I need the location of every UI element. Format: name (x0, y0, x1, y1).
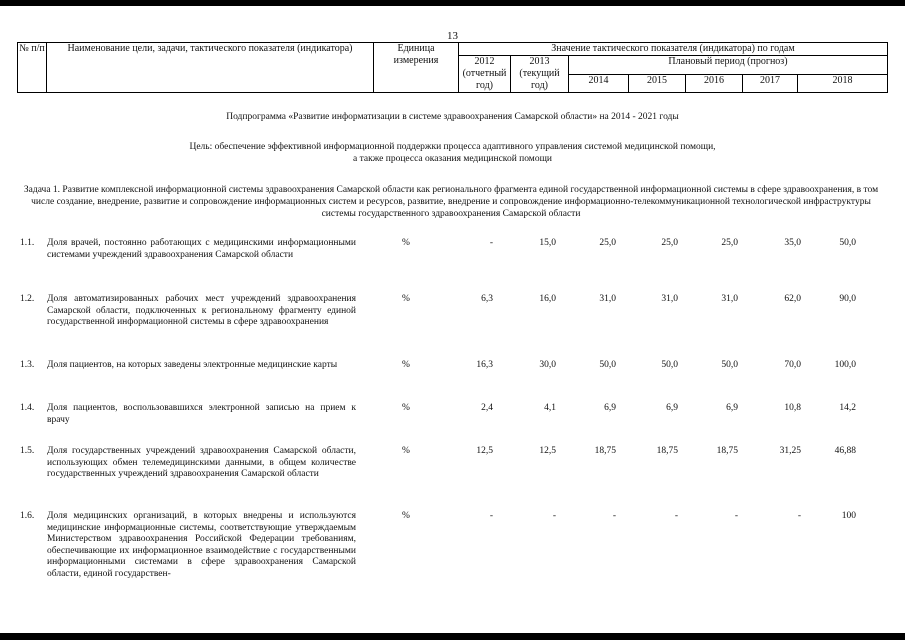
value-2018: 100,0 (834, 360, 856, 370)
row-name: Доля пациентов, на которых заведены электронные медицинские карты (47, 360, 338, 370)
value-2014: - (612, 511, 616, 521)
row-number: 1.4. (20, 403, 35, 413)
value-2018: 46,88 (834, 446, 856, 456)
value-2017: 31,25 (779, 446, 801, 456)
row-name: Доля государственных учреждений здравоохранения Самарской области, использующих обмен телемедицинскими данными, в общем количестве государственных учреждений здравоохранения Самарской области (47, 446, 356, 479)
value-2014: 25,0 (599, 238, 616, 248)
value-2017: 35,0 (784, 238, 801, 248)
value-2018: 90,0 (839, 294, 856, 304)
value-2015: 31,0 (661, 294, 678, 304)
value-2016: 18,75 (716, 446, 738, 456)
row-number: 1.3. (20, 360, 35, 370)
row-unit: % (402, 511, 410, 521)
row-number: 1.1. (20, 238, 35, 248)
header-unit: Единица измерения (374, 43, 459, 93)
row-unit: % (402, 446, 410, 456)
value-2017: 10,8 (784, 403, 801, 413)
row-unit: % (402, 294, 410, 304)
value-2014: 18,75 (594, 446, 616, 456)
goal-line-2: а также процесса оказания медицинской помощи (353, 154, 552, 164)
header-2012 (459, 56, 511, 93)
value-2016: 25,0 (721, 238, 738, 248)
value-2018: 50,0 (839, 238, 856, 248)
header-2016: 2016 (686, 74, 743, 93)
header-2017: 2017 (743, 74, 798, 93)
header-2013-note: (текущий год) (519, 68, 560, 91)
value-2014: 50,0 (599, 360, 616, 370)
goal-line-1: Цель: обеспечение эффективной информационной поддержки процесса адаптивного управления системой медицинской помощи, (189, 142, 716, 152)
value-2012: 16,3 (476, 360, 493, 370)
header-2014: 2014 (569, 74, 629, 93)
value-2013: 16,0 (539, 294, 556, 304)
value-2015: - (674, 511, 678, 521)
subprogram-title: Подпрограмма «Развитие информатизации в системе здравоохранения Самарской области» на 2014 - 2021 годы (226, 112, 679, 122)
value-2014: 6,9 (604, 403, 616, 413)
header-2018: 2018 (798, 74, 888, 93)
row-name: Доля автоматизированных рабочих мест учреждений здравоохранения Самарской области, подключенных к региональному фрагменту единой государственной информационной системы в сфере здравоохранения (47, 294, 356, 327)
value-2017: - (797, 511, 801, 521)
page-number: 13 (447, 30, 458, 42)
value-2014: 31,0 (599, 294, 616, 304)
row-number: 1.2. (20, 294, 35, 304)
header-2012-year: 2012 (474, 56, 495, 67)
row-name: Доля медицинских организаций, в которых внедрены и используются медицинские информационные системы, соответствующие утверждаемым Министерством здравоохранения Российской Федерации требованиям, обеспечивающие их информационное взаимодействие с государственными информационными системами в сфере здравоохранения Самарской области, единой государствен- (47, 511, 356, 579)
header-values: Значение тактического показателя (индикатора) по годам (459, 43, 888, 56)
value-2013: - (552, 511, 556, 521)
value-2012: - (489, 511, 493, 521)
value-2015: 25,0 (661, 238, 678, 248)
value-2016: 50,0 (721, 360, 738, 370)
header-2012-note: (отчетный год) (462, 68, 507, 91)
value-2016: 6,9 (726, 403, 738, 413)
top-rule (0, 0, 905, 6)
value-2017: 62,0 (784, 294, 801, 304)
header-name: Наименование цели, задачи, тактического показателя (индикатора) (47, 43, 374, 93)
header-2013 (511, 56, 569, 93)
row-name: Доля пациентов, воспользовавшихся электронной записью на прием к врачу (47, 403, 356, 425)
header-2015: 2015 (629, 74, 686, 93)
value-2013: 12,5 (539, 446, 556, 456)
row-unit: % (402, 238, 410, 248)
value-2016: 31,0 (721, 294, 738, 304)
value-2015: 6,9 (666, 403, 678, 413)
header-num: № п/п (18, 43, 47, 93)
row-number: 1.5. (20, 446, 35, 456)
value-2018: 14,2 (839, 403, 856, 413)
task-1: Задача 1. Развитие комплексной информационной системы здравоохранения Самарской области как регионального фрагмента единой государственной информационной системы в сфере здравоохранения, в том числе создание, внедрение, развитие и сопровождение информационных систем и ресурсов, развитие, внедрение и сопровождение информационно-телекоммуникационной технологической инфраструктуры системы государственного здравоохранения Самарской области (23, 185, 879, 219)
bottom-rule (0, 633, 905, 640)
value-2012: - (489, 238, 493, 248)
value-2016: - (734, 511, 738, 521)
value-2013: 4,1 (544, 403, 556, 413)
row-name: Доля врачей, постоянно работающих с медицинскими информационными системами учреждений здравоохранения Самарской области (47, 238, 356, 260)
header-2013-year: 2013 (529, 56, 550, 67)
value-2017: 70,0 (784, 360, 801, 370)
value-2012: 6,3 (481, 294, 493, 304)
value-2015: 50,0 (661, 360, 678, 370)
row-unit: % (402, 360, 410, 370)
value-2012: 12,5 (476, 446, 493, 456)
row-number: 1.6. (20, 511, 35, 521)
table-header (17, 42, 888, 93)
value-2013: 15,0 (539, 238, 556, 248)
value-2012: 2,4 (481, 403, 493, 413)
value-2013: 30,0 (539, 360, 556, 370)
value-2018: 100 (841, 511, 856, 521)
header-plan-period: Плановый период (прогноз) (569, 56, 888, 75)
row-unit: % (402, 403, 410, 413)
value-2015: 18,75 (656, 446, 678, 456)
